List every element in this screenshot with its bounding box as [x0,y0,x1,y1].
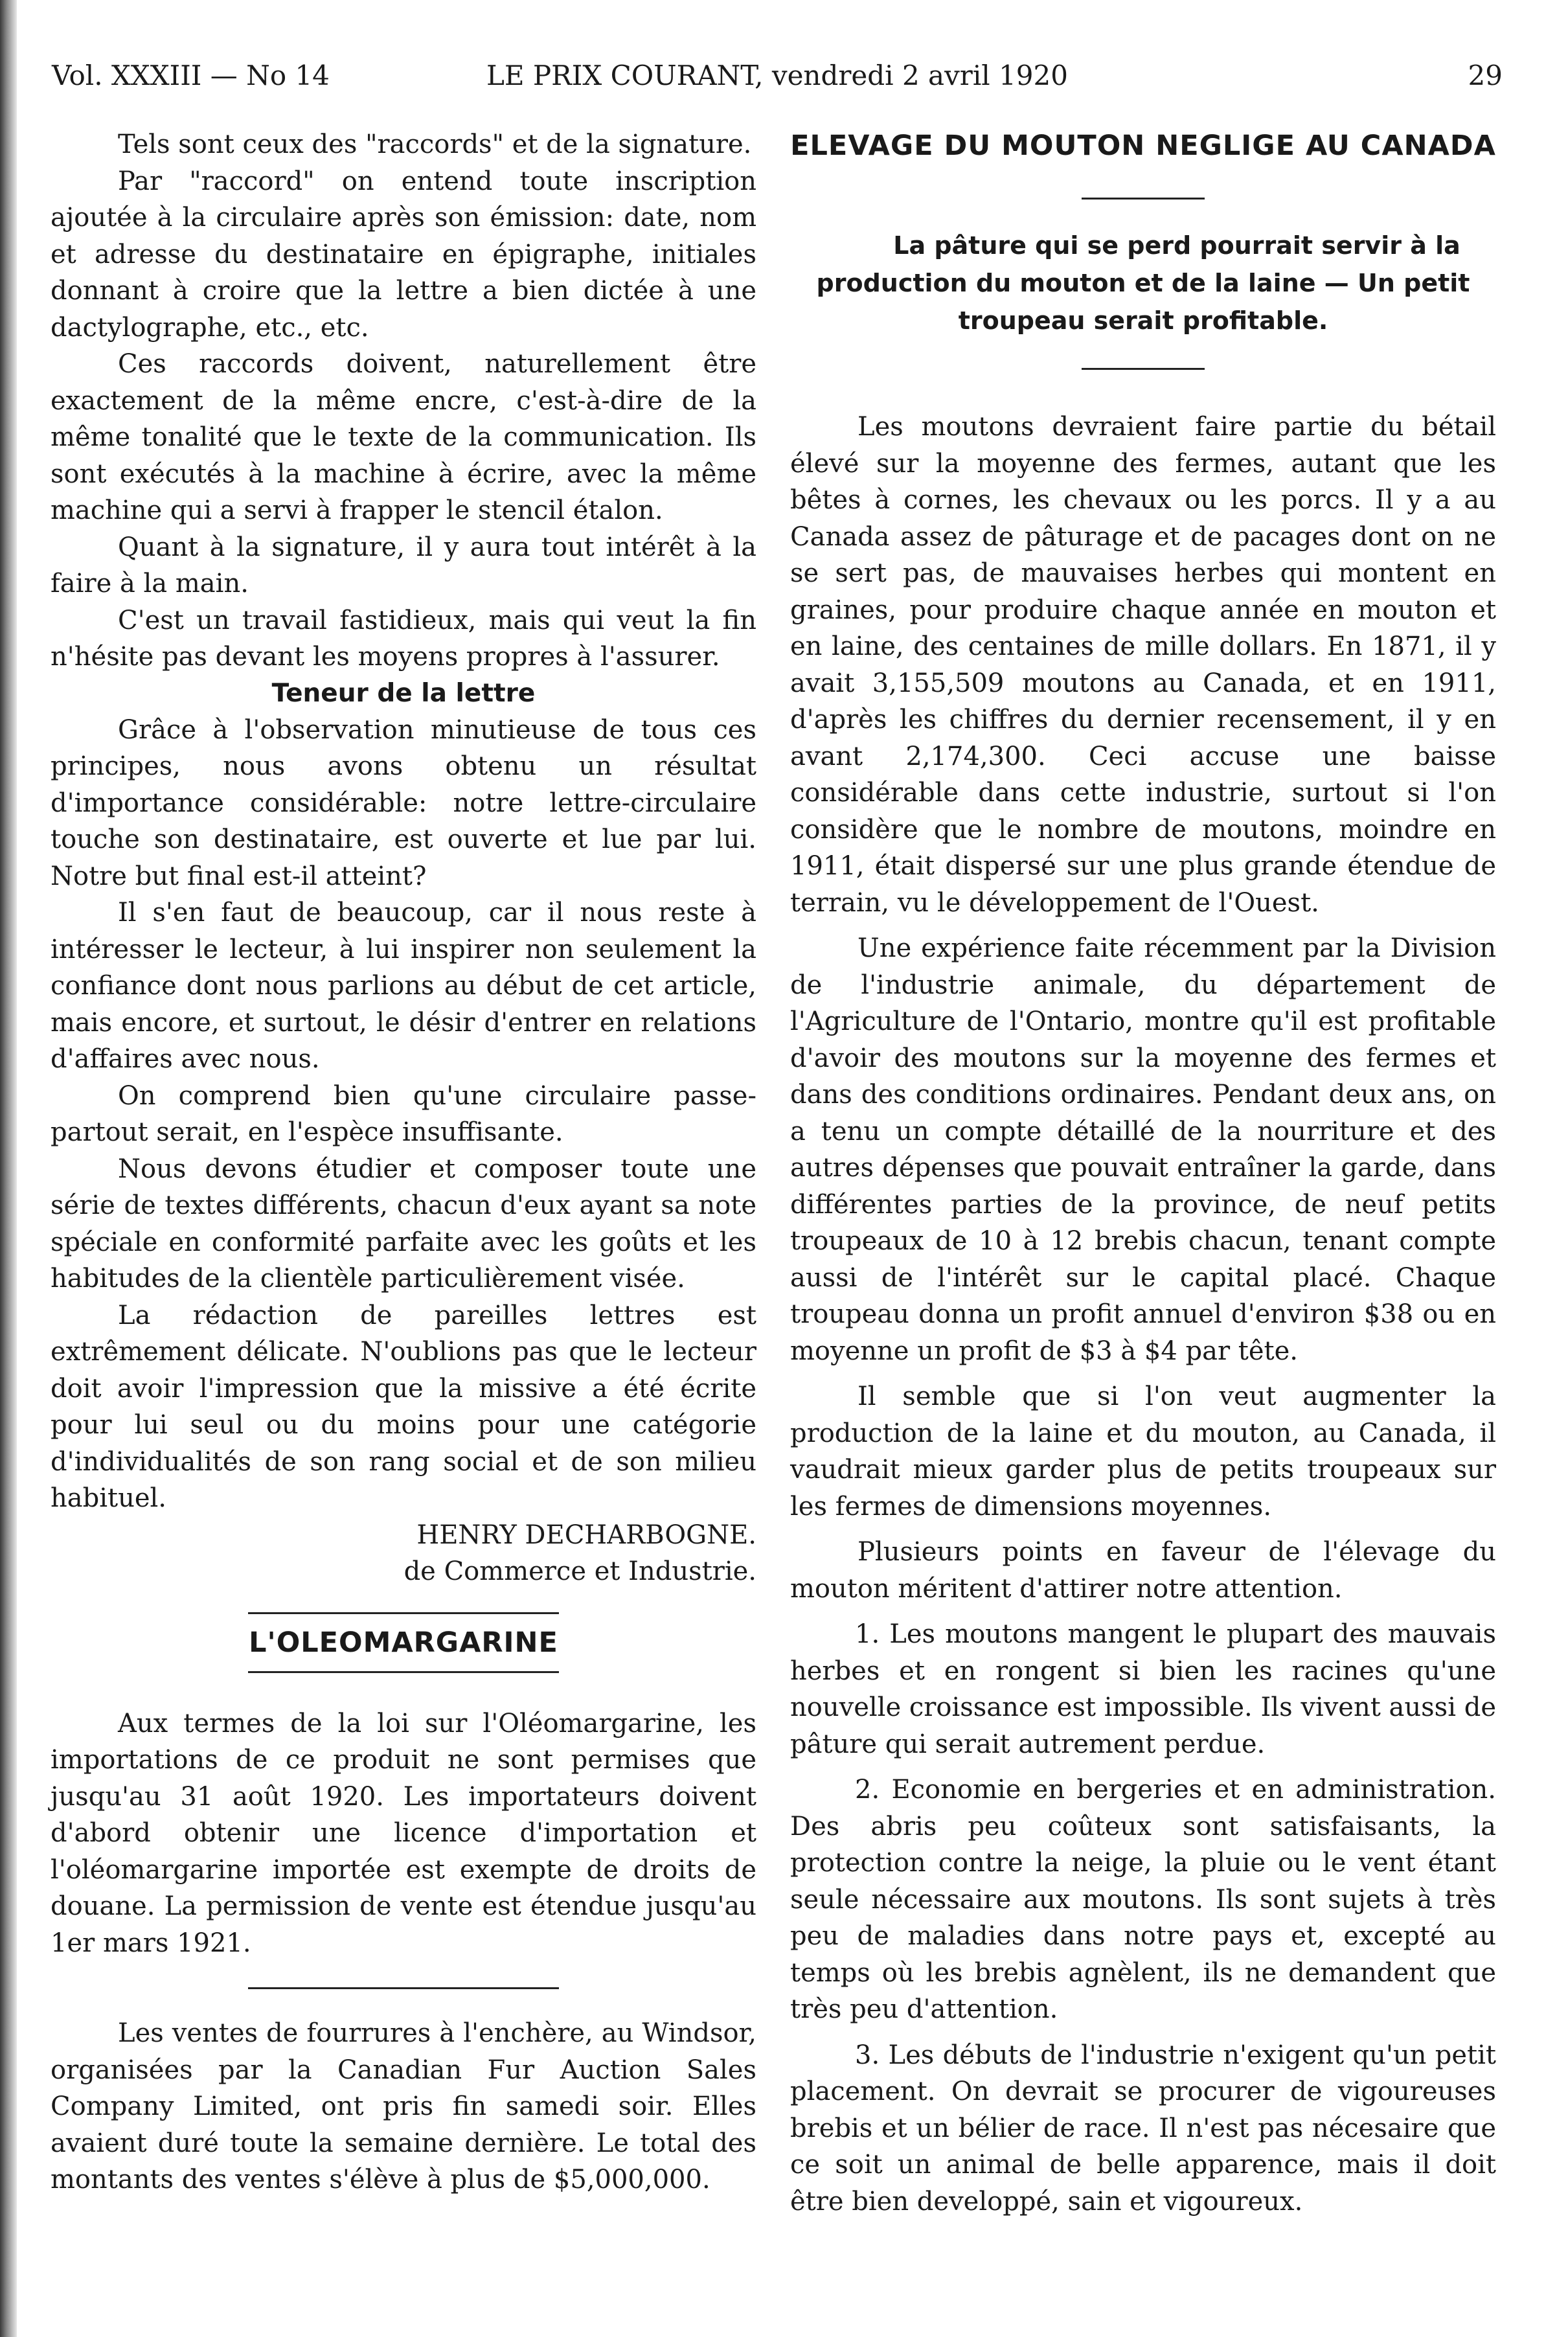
binding-edge [0,0,17,2337]
volume-label: Vol. XXXIII — No 14 [52,60,330,91]
publication-title: LE PRIX COURANT, vendredi 2 avril 1920 [486,60,1068,91]
article-deck: La pâture qui se perd pourrait servir à la production du mouton et de la laine — Un petit troupeau serait profitable. [816,231,1470,335]
paragraph: C'est un travail fastidieux, mais qui veut la fin n'hésite pas devant les moyens propres à l'assurer. [51,605,756,672]
section-rule [248,1612,559,1614]
paragraph: Ces raccords doivent, naturellement être exactement de la même encre, c'est-à-dire de la même tonalité que le texte de la communication. Ils sont exécutés à la machine à écrire, avec la même machine qui a servi à frapper le stencil étalon. [51,349,756,525]
list-item: 1. Les moutons mangent le plupart des mauvais herbes et en rongent si bien les racines qu'une nouvelle croissance est impossible. Ils vivent aussi de pâture qui serait autrement perdue. [790,1619,1496,1759]
paragraph: Une expérience faite récemment par la Division de l'industrie animale, du département de l'Agriculture de l'Ontario, montre qu'il est profitable d'avoir des moutons sur la moyenne des fermes et dans des conditions ordinaires. Pendant deux ans, on a tenu un compte détaillé de la nourriture et des autres dépenses que pouvait entraîner la garde, dans différentes parties de la province, de neuf petits troupeaux de 10 à 12 brebis chacun, tenant compte aussi de l'intérêt sur le capital placé. Chaque troupeau donna un profit annuel d'environ $38 ou en moyenne un profit de $3 à $4 par tête. [790,933,1496,1366]
numbered-points [790,1616,1496,2220]
section-rule [248,1671,559,1673]
paragraph: Quant à la signature, il y aura tout intérêt à la faire à la main. [51,532,756,598]
section-rule [1082,198,1205,200]
paragraph: Aux termes de la loi sur l'Oléomargarine, les importations de ce produit ne sont permises que jusqu'au 31 août 1920. Les importateurs doivent d'abord obtenir une licence d'importation et l'oléomargarine importée est exempte de droits de douane. La permission de vente est étendue jusqu'au 1er mars 1921. [51,1708,756,1958]
paragraph: Plusieurs points en faveur de l'élevage du mouton méritent d'attirer notre attention. [790,1537,1496,1604]
article-heading: ELEVAGE DU MOUTON NEGLIGE AU CANADA [790,130,1496,162]
paragraph: Grâce à l'observation minutieuse de tous ces principes, nous avons obtenu un résultat d'importance considérable: notre lettre-circulaire touche son destinataire, est ouverte et lue par lui. Notre but final est-il atteint? [51,714,756,891]
signature-source: de Commerce et Industrie. [403,1556,756,1586]
section-rule [248,1987,559,1989]
signature-name: HENRY DECHARBOGNE. [416,1520,756,1550]
paragraph: Il semble que si l'on veut augmenter la production de la laine et du mouton, au Canada, il vaudrait mieux garder plus de petits troupeaux sur les fermes de dimensions moyennes. [790,1382,1496,1522]
section-subheading: Teneur de la lettre [271,678,536,708]
paragraph: Il s'en faut de beaucoup, car il nous reste à intéresser le lecteur, à lui inspirer non seulement la confiance dont nous parlions au début de cet article, mais encore, et surtout, le désir d'entrer en relations d'affaires avec nous. [51,898,756,1074]
paragraph: Par "raccord" on entend toute inscription ajoutée à la circulaire après son émission: date, nom et adresse du destinataire en épigraphe, initiales donnant à croire que la lettre a bien dictée à une dactylographe, etc., etc. [51,166,756,343]
paragraph: Les moutons devraient faire partie du bétail élevé sur la moyenne des fermes, autant que les bêtes à cornes, les chevaux ou les porcs. Il y a au Canada assez de pâturage et de pacages dont on ne se sert pas, de mauvaises herbes qui montent en graines, pour produire chaque année en mouton et en laine, des centaines de mille dollars. En 1871, il y avait 3,155,509 moutons au Canada, et en 1911, d'après les chiffres du dernier recensement, il y en avant 2,174,300. Ceci accuse une baisse considérable dans cette industrie, surtout si l'on considère que le nombre de moutons, moindre en 1911, était dispersé sur une plus grande étendue de terrain, vu le développement de l'Ouest. [790,412,1496,918]
page-header [52,60,1503,105]
paragraph: Nous devons étudier et composer toute une série de textes différents, chacun d'eux ayant sa note spéciale en conformité parfaite avec les goûts et les habitudes de la clientèle particulièrement visée. [51,1154,756,1294]
paragraph: Les ventes de fourrures à l'enchère, au Windsor, organisées par la Canadian Fur Auction Sales Company Limited, ont pris fin samedi soir. Elles avaient duré toute la semaine dernière. Le total des montants des ventes s'élève à plus de $5,000,000. [51,2018,756,2194]
list-item: 3. Les débuts de l'industrie n'exigent qu'un petit placement. On devrait se procurer de vigoureuses brebis et un bélier de race. Il n'est pas nécesaire que ce soit un animal de belle apparence, mais il doit être bien developpé, sain et vigoureux. [790,2040,1496,2217]
list-item: 2. Economie en bergeries et en administration. Des abris peu coûteux sont satisfaisants, la protection contre la neige, la pluie ou le vent étant seule nécessaire aux moutons. Ils sont sujets à très peu de maladies dans notre pays et, excepté au temps où les brebis agnèlent, ils ne demandent que très peu d'attention. [790,1775,1496,2024]
oleo-heading: L'OLEOMARGARINE [249,1626,558,1659]
paragraph: La rédaction de pareilles lettres est extrêmement délicate. N'oublions pas que le lecteur doit avoir l'impression que la missive a été écrite pour lui seul ou du moins pour une catégorie d'individualités de son rang social et de son milieu habituel. [51,1300,756,1513]
section-rule [1082,368,1205,370]
paragraph: On comprend bien qu'une circulaire passe-partout serait, en l'espèce insuffisante. [51,1080,756,1147]
right-column [790,126,1496,2220]
page-number: 29 [1468,60,1503,91]
paragraph: Tels sont ceux des "raccords" et de la signature. [118,130,752,159]
left-column [51,126,756,2198]
